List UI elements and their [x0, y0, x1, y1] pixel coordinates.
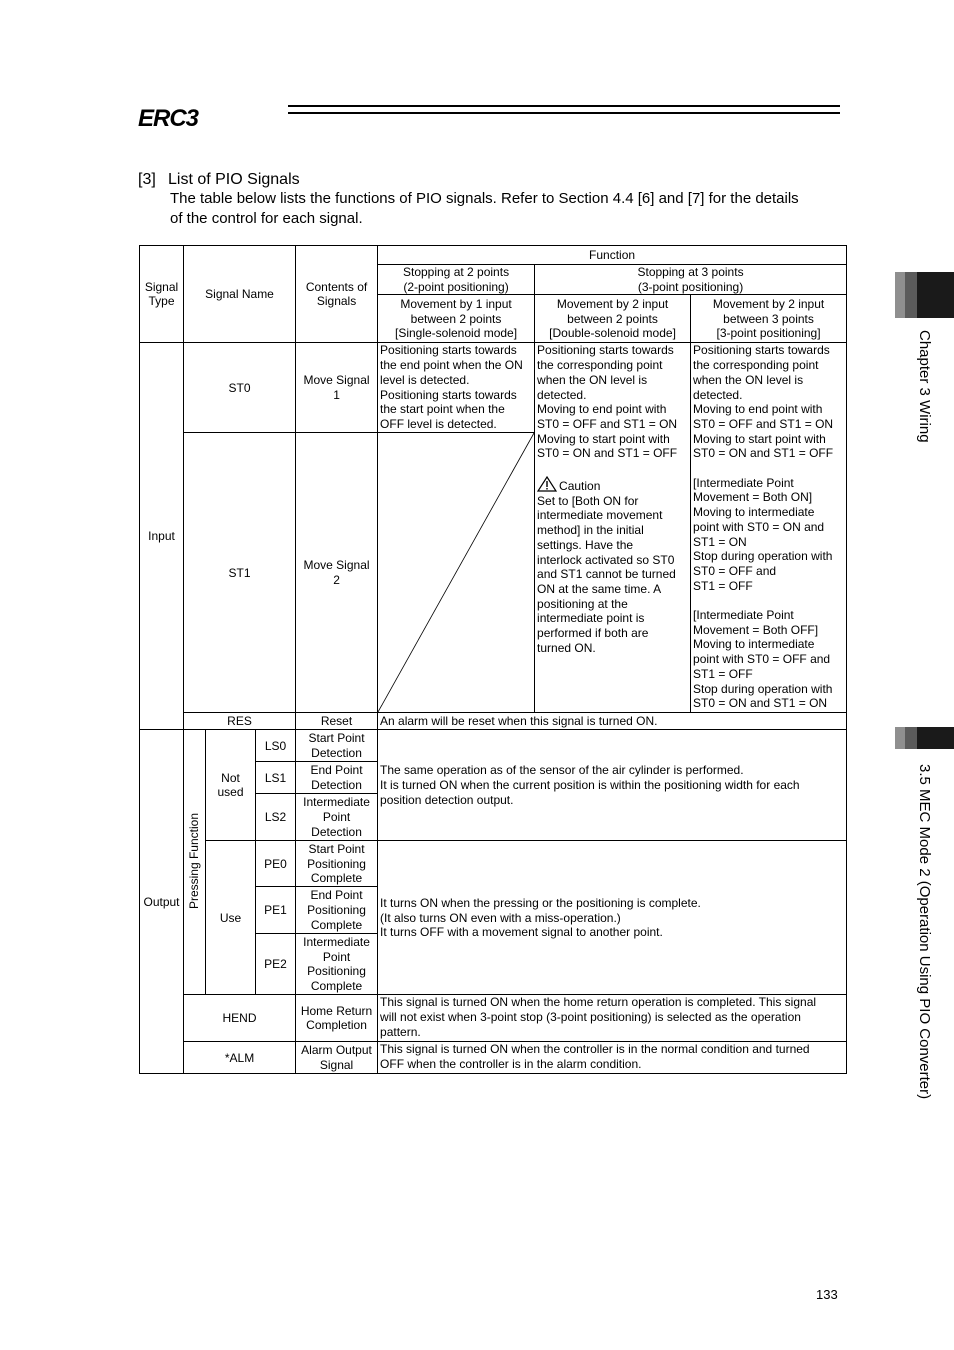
section-side-tab [895, 727, 954, 749]
signal-pe1-name: PE1 [256, 887, 296, 934]
signal-res-function: An alarm will be reset when this signal is turned ON. [378, 713, 847, 730]
signal-hend-function: This signal is turned ON when the home return operation is completed. This signal will not exist when 3-point stop (3-point positioning) is selected as the operation pattern. [378, 995, 847, 1042]
signal-ls2-contents: Intermediate Point Detection [296, 794, 378, 841]
output-type-cell: Output [140, 730, 184, 1074]
signal-ls1-name: LS1 [256, 762, 296, 794]
section-number: [3] [138, 171, 156, 188]
erc3-logo [136, 93, 282, 129]
signal-ls1-contents: End Point Detection [296, 762, 378, 794]
chapter-side-tab [895, 272, 954, 318]
signal-hend-contents: Home Return Completion [296, 995, 378, 1042]
header-signal-name: Signal Name [184, 246, 296, 343]
intro-line: of the control for each signal. [170, 209, 363, 227]
signal-hend-name: HEND [184, 995, 296, 1042]
st0-single-solenoid-text: Positioning starts towards the end point when the ON level is detected. Positioning starts towards the start point when the OFF level is detected. [378, 343, 535, 433]
signal-pe2-name: PE2 [256, 934, 296, 995]
header-3-point: Movement by 2 input between 3 points [3-point positioning] [691, 295, 847, 343]
signal-st1-contents: Move Signal 2 [296, 433, 378, 713]
intro-line: The table below lists the functions of PIO signals. Refer to Section 4.4 [6] and [7] for the details [170, 190, 799, 207]
header-rule-bottom [288, 112, 840, 114]
pressing-function-cell: Pressing Function [184, 730, 206, 995]
signal-pe1-contents: End Point Positioning Complete [296, 887, 378, 934]
signal-alm-function: This signal is turned ON when the controller is in the normal condition and turned OFF when the controller is in the alarm condition. [378, 1042, 847, 1074]
ls-function-text: The same operation as of the sensor of the air cylinder is performed. It is turned ON when the current position is within the positioning width for each position detection output. [378, 730, 847, 841]
section-side-label: 3.5 MEC Mode 2 (Operation Using PIO Converter) [916, 764, 933, 1100]
signal-alm-name: *ALM [184, 1042, 296, 1074]
page-number: 133 [816, 1287, 838, 1302]
st-double-solenoid-text: Positioning starts towards the corresponding point when the ON level is detected. Moving to end point with ST0 = OFF and ST1 = ON Moving to start point with ST0 = ON and ST1 = OFF Caution Set to [Both ON for intermediate movement method] in the initial settings. Have the interlock activated so ST0 and ST1 cannot be turned ON at the same time. A positioning at the intermediate point is performed if both are turned ON. [535, 343, 691, 713]
section-heading [138, 171, 300, 189]
signal-alm-contents: Alarm Output Signal [296, 1042, 378, 1074]
section-title: List of PIO Signals [168, 171, 300, 188]
warning-icon [537, 476, 557, 492]
header-function: Function [378, 246, 847, 265]
header-stop-2-points: Stopping at 2 points (2-point positioning) [378, 265, 535, 295]
signal-pe2-contents: Intermediate Point Positioning Complete [296, 934, 378, 995]
not-used-cell: Not used [206, 730, 256, 841]
header-stop-3-points: Stopping at 3 points (3-point positioning) [535, 265, 847, 295]
st-3-point-text: Positioning starts towards the corresponding point when the ON level is detected. Moving to end point with ST0 = OFF and ST1 = ON Moving to start point with ST0 = ON and ST1 = OFF [Intermediate Point Movement = Both ON] Moving to intermediate point with ST0 = ON and ST1 = ON Stop during operation with ST0 = OFF and ST1 = OFF [Intermediate Point Movement = Both OFF] Moving to intermediate point with ST0 = OFF and ST1 = OFF Stop during operation with ST0 = ON and ST1 = ON [691, 343, 847, 713]
chapter-side-label: Chapter 3 Wiring [916, 330, 933, 443]
pio-signal-table [139, 245, 847, 1074]
signal-st0-contents: Move Signal 1 [296, 343, 378, 433]
header-single-solenoid: Movement by 1 input between 2 points [Single-solenoid mode] [378, 295, 535, 343]
signal-ls0-name: LS0 [256, 730, 296, 762]
header-rule-top [288, 105, 840, 107]
pe-function-text: It turns ON when the pressing or the positioning is complete. (It also turns ON even with a miss-operation.) It turns OFF with a movement signal to another point. [378, 841, 847, 995]
logo-text: ERC3 [138, 105, 199, 129]
signal-res-contents: Reset [296, 713, 378, 730]
st1-single-solenoid-na [378, 433, 535, 713]
signal-res-name: RES [184, 713, 296, 730]
signal-pe0-contents: Start Point Positioning Complete [296, 841, 378, 887]
input-type-cell: Input [140, 343, 184, 730]
use-cell: Use [206, 841, 256, 995]
signal-ls0-contents: Start Point Detection [296, 730, 378, 762]
signal-ls2-name: LS2 [256, 794, 296, 841]
signal-pe0-name: PE0 [256, 841, 296, 887]
signal-st1-name: ST1 [184, 433, 296, 713]
not-applicable-diagonal [378, 433, 534, 712]
caution-note: Caution [537, 476, 689, 494]
section-intro [170, 189, 850, 228]
header-double-solenoid: Movement by 2 input between 2 points [Double-solenoid mode] [535, 295, 691, 343]
signal-st0-name: ST0 [184, 343, 296, 433]
header-signal-type: Signal Type [140, 246, 184, 343]
header-contents: Contents of Signals [296, 246, 378, 343]
